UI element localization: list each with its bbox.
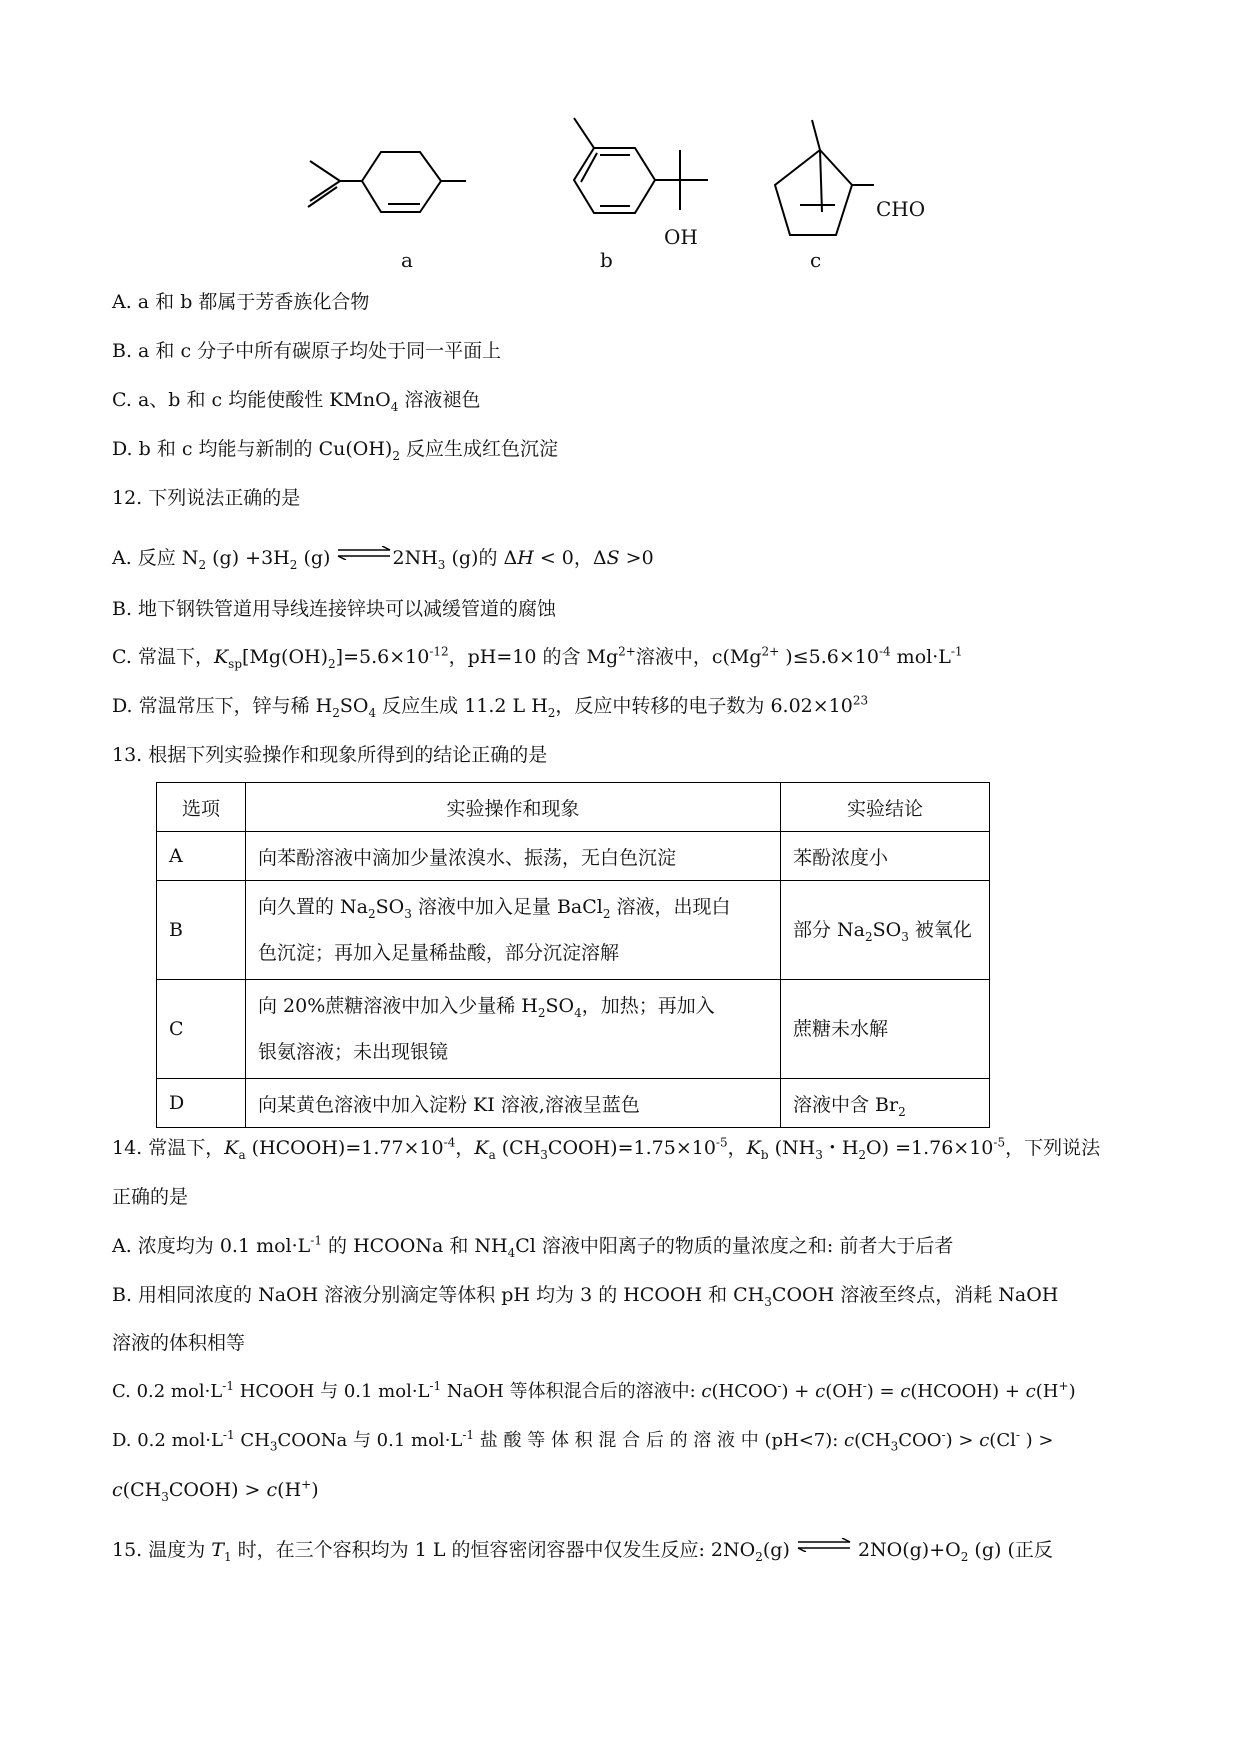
q12-option-d: D. 常温常压下，锌与稀 $H_2SO_4$ 反应生成 11.2 L $H_2$，反应中转移的电子数为 $6.02\times 10^{23}$ bbox=[112, 693, 869, 720]
header-option: 选项 bbox=[157, 783, 246, 832]
q14-option-d-cont: $c(CH_3COOH) > c(H^+)$ bbox=[112, 1477, 319, 1504]
q14-option-b-cont: 溶液的体积相等 bbox=[112, 1332, 246, 1354]
experiment-table bbox=[156, 782, 990, 1128]
header-conclusion: 实验结论 bbox=[781, 783, 990, 832]
molecule-a-structure bbox=[308, 152, 466, 212]
q11-option-c: C. a、b 和 c 均能使酸性 KMnO$_4$ 溶液褪色 bbox=[112, 389, 481, 414]
equilibrium-arrow-icon bbox=[796, 1538, 852, 1552]
q14-option-c: C. 0.2 $mol\cdot L^{-1}$ HCOOH 与 0.1 $mol\cdot L^{-1}$ NaOH 等体积混合后的溶液中: c(HCOO-) + c(OH-) = c(HCOOH) + c(H+) bbox=[112, 1379, 1076, 1402]
q13-stem: 13. 根据下列实验操作和现象所得到的结论正确的是 bbox=[112, 744, 548, 766]
q12-stem: 12. 下列说法正确的是 bbox=[112, 487, 301, 509]
label-b: b bbox=[600, 248, 613, 272]
q11-option-d: D. b 和 c 均能与新制的 $Cu(OH)_2$ 反应生成红色沉淀 bbox=[112, 438, 559, 463]
q15-stem: 15. 温度为 $T_1$ 时，在三个容积均为 1 L 的恒容密闭容器中仅发生反应: $2NO_2(g)$ $2NO(g)+O_2$ (g) (正反 bbox=[112, 1539, 1053, 1564]
label-c: c bbox=[810, 248, 822, 272]
q11-option-a: A. a 和 b 都属于芳香族化合物 bbox=[112, 291, 370, 313]
equilibrium-arrow-icon bbox=[336, 546, 392, 560]
table-row: A 向苯酚溶液中滴加少量浓溴水、振荡，无白色沉淀 苯酚浓度小 bbox=[157, 832, 990, 881]
molecule-b-structure bbox=[574, 118, 708, 213]
label-cho: CHO bbox=[876, 197, 926, 221]
q12-option-a: A. 反应 $N_2$ $(g) +3H_2$ (g) $2NH_3$ (g)的 ΔH < 0，ΔS >0 bbox=[112, 547, 654, 572]
molecule-c-structure bbox=[775, 120, 874, 235]
q14-option-b: B. 用相同浓度的 NaOH 溶液分别滴定等体积 pH 均为 3 的 HCOOH 和 $CH_3COOH$ 溶液至终点，消耗 NaOH bbox=[112, 1284, 1059, 1309]
table-row: D 向某黄色溶液中加入淀粉 KI 溶液,溶液呈蓝色 溶液中含 $Br_2$ bbox=[157, 1079, 990, 1128]
table-row: C 向 20%蔗糖溶液中加入少量稀 $H_2SO_4$，加热；再加入 银氨溶液；未出现银镜 蔗糖未水解 bbox=[157, 980, 990, 1079]
q14-option-a: A. 浓度均为 0.1 $mol\cdot L^{-1}$ 的 HCOONa 和 $NH_4Cl$ 溶液中阳离子的物质的量浓度之和: 前者大于后者 bbox=[112, 1233, 954, 1260]
table-row: B 向久置的 $Na_2SO_3$ 溶液中加入足量 BaCl$_2$ 溶液，出现白 色沉淀；再加入足量稀盐酸，部分沉淀溶解 部分 $Na_2SO_3$ 被氧化 bbox=[157, 881, 990, 980]
q14-stem: 14. 常温下，$K_a$ $(HCOOH)=1.77\times 10^{-4}$，$K_a$ $(CH_3COOH)=1.75\times 10^{-5}$，$K_b$ ($NH_3$・$H_2O) =1.76\times 10^{-5}$，下列说法 bbox=[112, 1135, 1101, 1162]
q14-stem-cont: 正确的是 bbox=[112, 1186, 189, 1208]
q11-option-b: B. a 和 c 分子中所有碳原子均处于同一平面上 bbox=[112, 340, 502, 362]
q14-option-d: D. 0.2 $mol\cdot L^{-1}$ $CH_3COONa$ 与 0.1 $mol\cdot L^{-1}$ 盐 酸 等 体 积 混 合 后 的 溶 液 中 (pH<7): $c(CH_3COO^-) > c(Cl^-$ ) > bbox=[112, 1428, 1054, 1454]
label-oh: OH bbox=[664, 225, 698, 249]
q12-option-c: C. 常温下，$K_{sp}[Mg(OH)_2]=5.6\times 10^{-12}$，pH=10 的含 $Mg^{2+}$溶液中，$c(Mg^{2+}$ )$\le 5.6\times 10^{-4}$ $mol\cdot L^{-1}$ bbox=[112, 644, 963, 671]
table-header-row bbox=[157, 783, 990, 832]
header-operation: 实验操作和现象 bbox=[246, 783, 781, 832]
label-a: a bbox=[401, 248, 413, 272]
molecule-structures bbox=[0, 0, 1241, 270]
q12-option-b: B. 地下钢铁管道用导线连接锌块可以减缓管道的腐蚀 bbox=[112, 598, 557, 620]
